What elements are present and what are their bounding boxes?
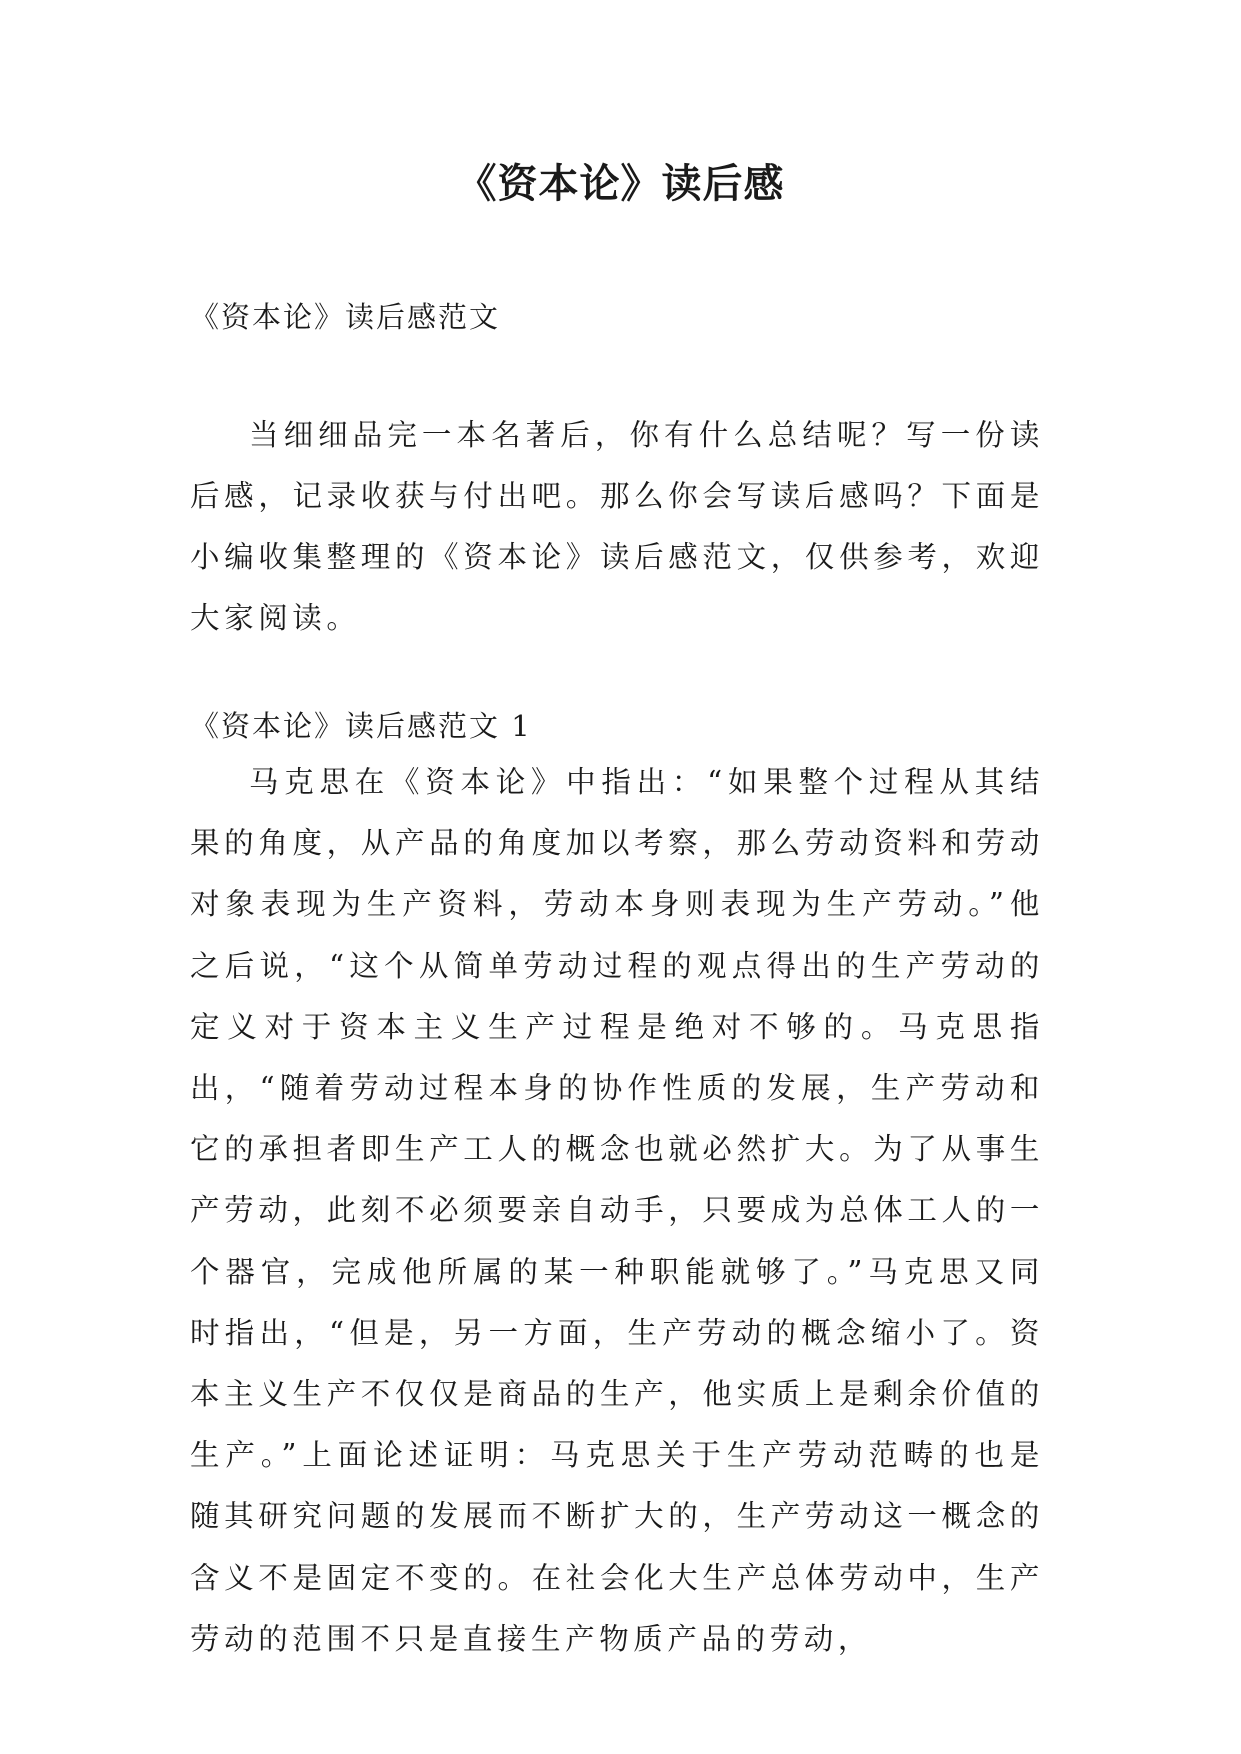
document-title: 《资本论》读后感: [456, 161, 785, 207]
section-heading: 《资本论》读后感范文 1: [190, 709, 532, 743]
body-paragraph: 马克思在《资本论》中指出：“如果整个过程从其结果的角度，从产品的角度加以考察，那么劳动资料和劳动对象表现为生产资料，劳动本身则表现为生产劳动。”他之后说，“这个从简单劳动过程的观点得出的生产劳动的定义对于资本主义生产过程是绝对不够的。马克思指出，“随着劳动过程本身的协作性质的发展，生产劳动和它的承担者即生产工人的概念也就必然扩大。为了从事生产劳动，此刻不必须要亲自动手，只要成为总体工人的一个器官，完成他所属的某一种职能就够了。”马克思又同时指出，“但是，另一方面，生产劳动的概念缩小了。资本主义生产不仅仅是商品的生产，他实质上是剩余价值的生产。”上面论述证明：马克思关于生产劳动范畴的也是随其研究问题的发展而不断扩大的，生产劳动这一概念的含义不是固定不变的。在社会化大生产总体劳动中，生产劳动的范围不只是直接生产物质产品的劳动，: [190, 765, 1044, 1656]
intro-paragraph: 当细细品完一本名著后，你有什么总结呢？写一份读后感，记录收获与付出吧。那么你会写读后感吗？下面是小编收集整理的《资本论》读后感范文，仅供参考，欢迎大家阅读。: [190, 418, 1044, 635]
document-subtitle: 《资本论》读后感范文: [190, 300, 501, 334]
